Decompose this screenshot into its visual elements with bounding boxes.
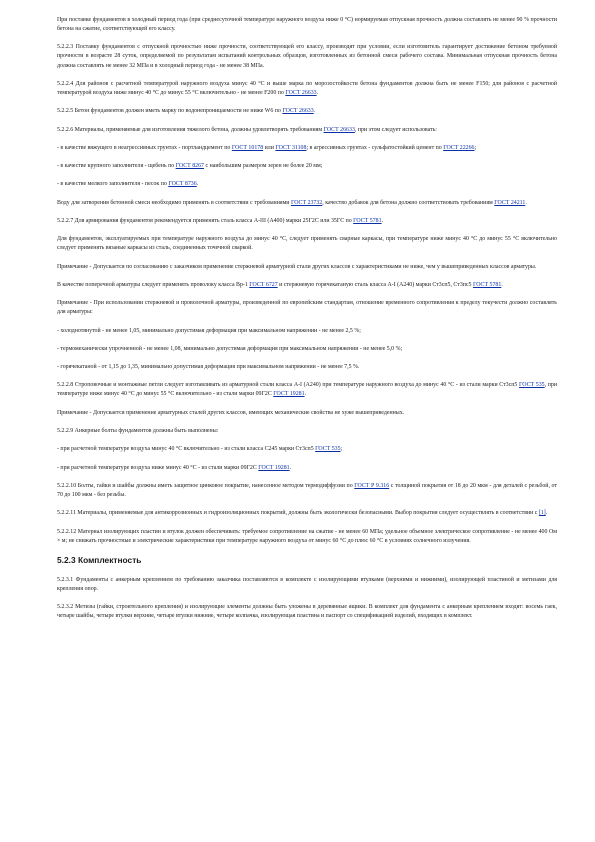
- paragraph: [57, 576, 557, 594]
- paragraph-text: .: [304, 391, 307, 398]
- paragraph: [57, 281, 557, 290]
- paragraph-text: Воду для затворения бетонной смеси необходимо применять в соответствии с требованиями: [57, 199, 291, 206]
- document-page: [57, 16, 557, 631]
- paragraph: [57, 43, 557, 70]
- standard-reference-link[interactable]: ГОСТ 24211: [494, 199, 526, 206]
- paragraph-text: 5.2.2.8 Строповочные и монтажные петли следует изготавливать из арматурной стали класса А-I (А240) при температуре наружного воздуха до минус 40 °С - из стали марки Ст3сп5: [57, 382, 519, 389]
- paragraph-text: - термомеханически упрочненной - не менее 1,08, минимально допустимая деформация при максимальном напряжении - не менее 5,0 %;: [57, 345, 403, 352]
- standard-reference-link[interactable]: ГОСТ 10178: [231, 144, 264, 151]
- paragraph-text: 5.2.2.7 Для армирования фундаментов рекомендуется применять сталь класса А-III (А400) марки 25Г2С или 35ГС по: [57, 217, 354, 224]
- paragraph: [57, 509, 557, 518]
- paragraph: [57, 16, 557, 34]
- standard-reference-link[interactable]: ГОСТ 19281: [273, 391, 305, 398]
- paragraph-text: - при расчетной температуре воздуха ниже минус 40 °С - из стали марки 09Г2С: [57, 464, 259, 471]
- paragraph-text: и стержневую горячекатаную сталь класса А-I (А240) марки Ст3сп5, Ст3пс5: [277, 281, 473, 288]
- standard-reference-link[interactable]: ГОСТ 22266: [443, 144, 475, 151]
- paragraph-text: 5.2.2.6 Материалы, применяемые для изготовления тяжелого бетона, должны удовлетворять требованиям: [57, 126, 324, 133]
- standard-reference-link[interactable]: ГОСТ 31108: [275, 144, 307, 151]
- paragraph-text: .: [196, 181, 199, 188]
- paragraph-text: ; в агрессивных грунтах - сульфатостойкий цемент по: [306, 144, 444, 151]
- paragraph-text: Примечание - Допускается применение арматурных сталей других классов, имеющих механические свойства не хуже вышеприведенных.: [57, 409, 405, 416]
- paragraph-text: 5.2.2.3 Поставку фундаментов с отпускной прочностью ниже прочности, соответствующей его классу, производят при условии, если изготовитель гарантирует достижение бетоном требуемой прочности в возрасте 28 суток, определяемой по результатам испытаний контрольных образцов, изготовленных из бетонной смеси рабочего состава. Минимальная отпускная прочность бетона должна составлять не менее 32 МПа и в холодный период года - не менее 38 МПа.: [57, 44, 557, 69]
- paragraph-text: Для фундаментов, эксплуатируемых при температуре наружного воздуха до минус 40 °С, следует применять сварные каркасы, при температуре ниже минус 40 °С до минус 55 °С включительно следует применять вязаные каркасы из сталь, соединенных точечной сваркой.: [57, 236, 557, 252]
- paragraph-text: .: [289, 464, 292, 471]
- paragraph-text: При поставке фундаментов в холодный период года (при среднесуточной температуре наружного воздуха ниже 0 °С) нормируемая отпускная прочность должна составлять не менее 90 % прочности бетона на сжатие, соответствующей его классу.: [57, 17, 557, 33]
- standard-reference-link[interactable]: [1]: [538, 510, 546, 517]
- paragraph: [57, 345, 557, 354]
- standard-reference-link[interactable]: ГОСТ 5781: [353, 217, 382, 224]
- paragraph: [57, 363, 557, 372]
- paragraph: [57, 299, 557, 317]
- standard-reference-link[interactable]: ГОСТ 6727: [249, 281, 278, 288]
- paragraph-text: .: [501, 281, 503, 288]
- paragraph: [57, 162, 557, 171]
- paragraph-text: 5.2.2.5 Бетон фундаментов должен иметь марку по водонепроницаемости не ниже W6 по: [57, 108, 283, 115]
- standard-reference-link[interactable]: ГОСТ 535: [315, 446, 341, 453]
- section-body-text: [57, 576, 557, 622]
- paragraph-text: Примечание - Допускается по согласованию с заказчиком применение стержневой арматурной стали других классов с характеристиками не ниже, чем у вышеприведенных классов арматуры.: [57, 263, 537, 270]
- paragraph: [57, 180, 557, 189]
- standard-reference-link[interactable]: ГОСТ 23732: [290, 199, 323, 206]
- paragraph-text: 5.2.3.2 Метизы (гайки, строительного крепления) и изолирующие элементы должны быть уложены в деревянные ящики. В комплект для фундамента с анкерным креплением входят: восемь гаек, четыре шайбы, четыре втулки верхние, четыре втулки нижние, четыре колпачка, изолирующая пластина и паспорт со спецификацией изделий, входящих в комплект.: [57, 604, 557, 620]
- paragraph-text: .: [316, 89, 319, 96]
- paragraph-text: - холоднотянутой - не менее 1,05, минимально допустимая деформация при максимальном напряжении - не менее 2,5 %;: [57, 327, 361, 334]
- paragraph-text: 5.2.2.10 Болты, гайки и шайбы должны иметь защитное цинковое покрытие, нанесенное методом термодиффузии по: [57, 482, 355, 489]
- paragraph-text: , при температуре ниже минус 40 °С до минус 55 °С включительно - из стали марки 09Г2С: [57, 382, 557, 398]
- paragraph: [57, 217, 557, 226]
- paragraph-text: или: [263, 144, 276, 151]
- paragraph-text: 5.2.2.12 Материал изолирующих пластин и втулок должен обеспечивать: требуемое сопротивление на сжатие - не менее 60 МПа; удельное объемное электрическое сопротивление - не менее 400 Ом × м; не снижать прочностные и электрические характеристики при температуре наружного воздуха от минус 60 °С до плюс 60 °С в условиях солнечного излучения.: [57, 528, 557, 544]
- standard-reference-link[interactable]: ГОСТ 26633: [282, 108, 314, 115]
- paragraph-text: , качество добавок для бетона должно соответствовать требованиям: [322, 199, 495, 206]
- paragraph: [57, 327, 557, 336]
- paragraph: [57, 199, 557, 208]
- paragraph-text: - при расчетной температуре воздуха минус 40 °С включительно - из стали класса С245 марки Ст3сп5: [57, 446, 316, 453]
- paragraph-text: 5.2.3.1 Фундаменты с анкерным креплением по требованию заказчика поставляются в комплекте с изолирующими втулками (верхними и нижними), изолирующей пластиной и метизами для крепления опор.: [57, 576, 557, 592]
- paragraph: [57, 464, 557, 473]
- standard-reference-link[interactable]: ГОСТ 26633: [323, 126, 355, 133]
- paragraph: [57, 603, 557, 621]
- section-heading: 5.2.3 Комплектность: [57, 554, 142, 565]
- standard-reference-link[interactable]: ГОСТ Р 9.316: [354, 482, 390, 489]
- paragraph: [57, 528, 557, 546]
- paragraph-text: .: [525, 199, 527, 206]
- paragraph-text: 5.2.2.4 Для районов с расчетной температурой наружного воздуха минус 40 °С и выше марка по морозостойкости бетона фундаментов должна быть не менее F150; для районов с расчетной температурой воздуха ниже минус 40 °С до минус 55 °С включительно - не менее F200 по: [57, 80, 557, 96]
- paragraph-text: ;: [340, 446, 343, 453]
- paragraph: [57, 80, 557, 98]
- paragraph: [57, 427, 557, 436]
- standard-reference-link[interactable]: ГОСТ 535: [519, 382, 545, 389]
- paragraph-text: 5.2.2.11 Материалы, применяемые для антикоррозионных и гидроизоляционных покрытий, должны быть экологически безопасными. Выбор покрытия следует осуществлять в соответствии с: [57, 510, 539, 517]
- paragraph-text: .: [545, 510, 548, 517]
- body-text: [57, 16, 557, 546]
- standard-reference-link[interactable]: ГОСТ 26633: [285, 89, 317, 96]
- paragraph-text: - в качестве вяжущего в неагрессивных грунтах - портландцемент по: [57, 144, 232, 151]
- paragraph: [57, 126, 557, 135]
- standard-reference-link[interactable]: ГОСТ 19281: [258, 464, 290, 471]
- paragraph: [57, 445, 557, 454]
- paragraph-text: .: [313, 108, 316, 115]
- paragraph-text: ;: [474, 144, 477, 151]
- paragraph-text: 5.2.2.9 Анкерные болты фундаментов должны быть выполнены:: [57, 428, 219, 434]
- paragraph: [57, 381, 557, 399]
- paragraph-text: с наибольшим размером зерен не более 20 мм;: [204, 163, 323, 170]
- paragraph-text: Примечание - При использовании стержневой и проволочной арматуры, произведенной по европейским стандартам, отношение временного сопротивления к пределу текучести должно составлять для арматуры:: [57, 300, 557, 316]
- paragraph-text: .: [381, 217, 384, 224]
- paragraph: [57, 409, 557, 418]
- paragraph: [57, 107, 557, 116]
- paragraph-text: с толщиной покрытия от 18 до 20 мкм - для деталей с резьбой, от 70 до 100 мкм - без резьбы.: [57, 482, 557, 498]
- paragraph-text: - в качестве мелкого заполнителя - песок по: [57, 181, 169, 188]
- paragraph: [57, 235, 557, 253]
- standard-reference-link[interactable]: ГОСТ 8736: [168, 181, 197, 188]
- paragraph-text: В качестве поперечной арматуры следует применять проволоку класса Вр-1: [57, 281, 250, 288]
- paragraph: [57, 482, 557, 500]
- paragraph: [57, 144, 557, 153]
- paragraph-text: , при этом следует использовать:: [354, 126, 437, 133]
- paragraph-text: - горячекатаной - от 1,15 до 1,35, минимально допустимая деформация при максимальном напряжении - не менее 7,5 %.: [57, 364, 360, 371]
- standard-reference-link[interactable]: ГОСТ 5781: [472, 281, 502, 288]
- standard-reference-link[interactable]: ГОСТ 8267: [175, 163, 205, 170]
- paragraph: [57, 263, 557, 272]
- paragraph-text: - в качестве крупного заполнителя - щебень по: [57, 163, 176, 170]
